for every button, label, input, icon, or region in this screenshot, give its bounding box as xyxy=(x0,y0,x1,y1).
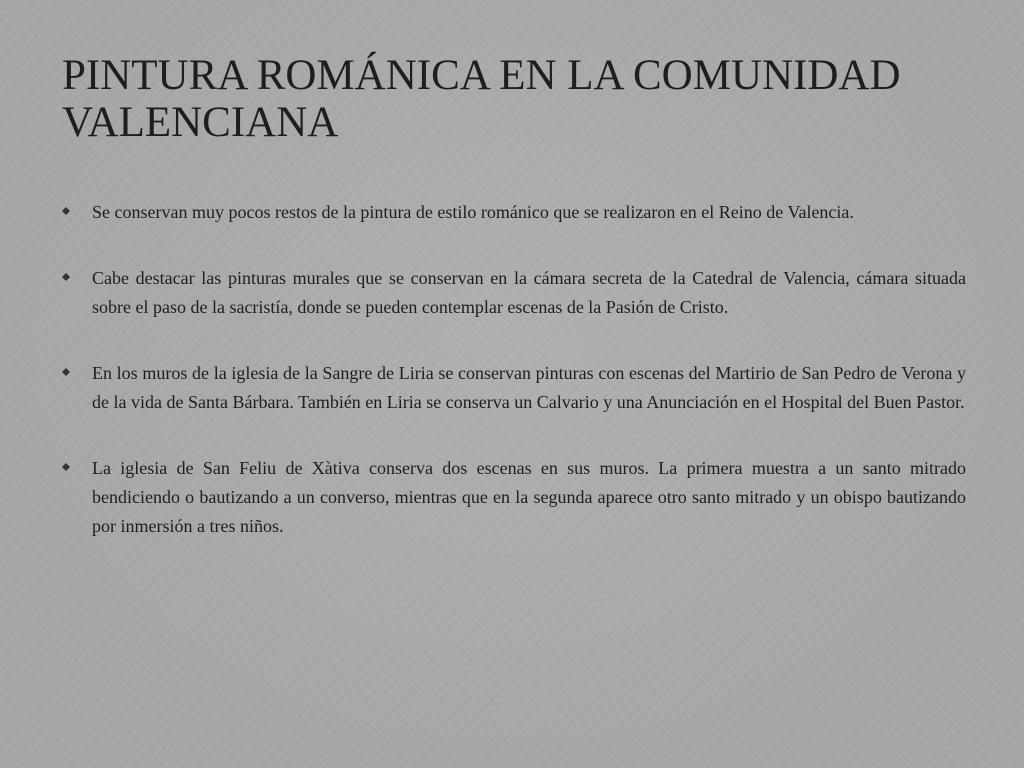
diamond-bullet-icon xyxy=(62,463,70,467)
bullet-item xyxy=(60,264,966,322)
bullet-text: En los muros de la iglesia de la Sangre de Liria se conservan pinturas con escenas del Martirio de San Pedro de Verona y de la vida de Santa Bárbara. También en Liria se conserva un Calvario y una Anunciación en el Hospital del Buen Pastor. xyxy=(92,363,966,412)
bullet-item xyxy=(60,454,966,541)
bullet-text: Cabe destacar las pinturas murales que se conservan en la cámara secreta de la Catedral de Valencia, cámara situada sobre el paso de la sacristía, donde se pueden contemplar escenas de la Pasión de Cristo. xyxy=(92,268,966,317)
slide-title: PINTURA ROMÁNICA EN LA COMUNIDAD VALENCIANA xyxy=(62,52,901,146)
bullet-text: Se conservan muy pocos restos de la pintura de estilo románico que se realizaron en el Reino de Valencia. xyxy=(92,202,854,222)
diamond-bullet-icon xyxy=(62,368,70,372)
diamond-bullet-icon xyxy=(62,207,70,211)
bullet-item xyxy=(60,198,966,227)
diamond-bullet-icon xyxy=(62,273,70,277)
bullet-text: La iglesia de San Feliu de Xàtiva conserva dos escenas en sus muros. La primera muestra a un santo mitrado bendiciendo o bautizando a un converso, mientras que en la segunda aparece otro santo mitrado y un obispo bautizando por inmersión a tres niños. xyxy=(92,458,966,536)
bullet-item xyxy=(60,359,966,417)
bullet-list xyxy=(60,198,966,578)
